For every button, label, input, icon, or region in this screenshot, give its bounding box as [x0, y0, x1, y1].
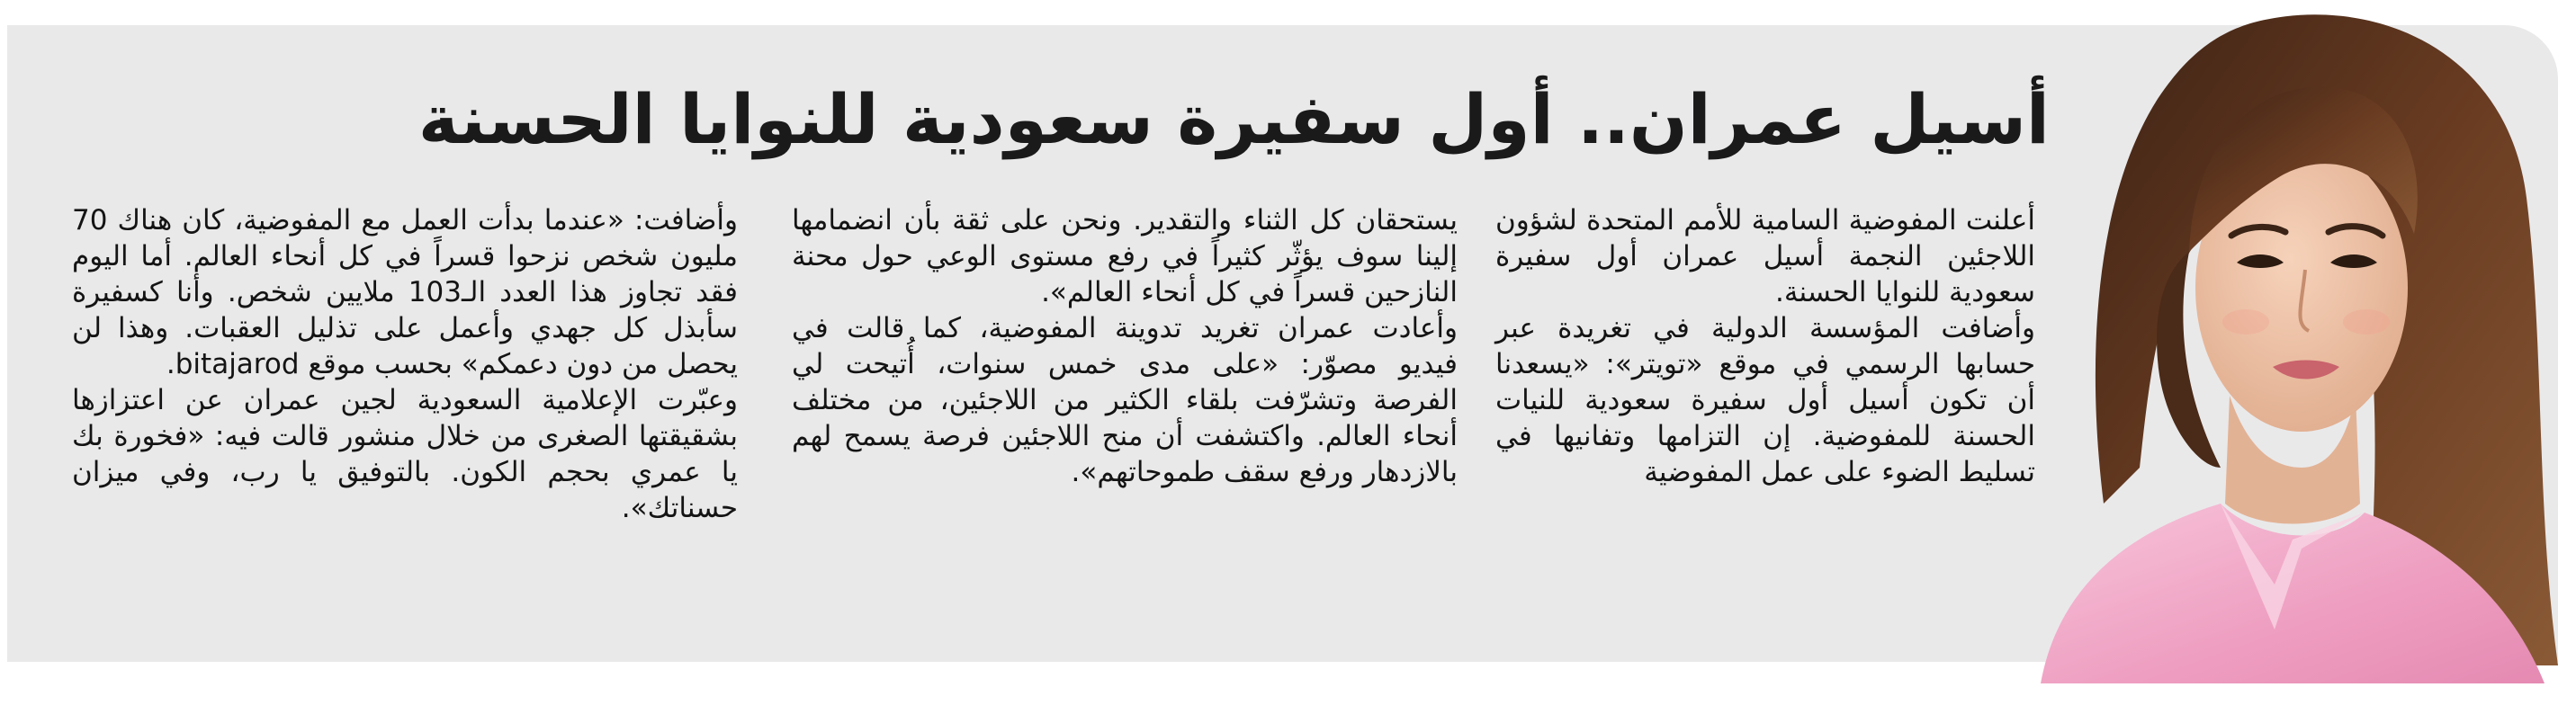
- article-column-1: [1495, 202, 2035, 634]
- column-3-paragraph-1: وأضافت: «عندما بدأت العمل مع المفوضية، كان هناك 70 مليون شخص نزحوا قسراً في كل أنحاء العالم. أما اليوم فقد تجاوز هذا العدد الـ103 ملايين شخص. وأنا كسفيرة سأبذل كل جهدي وأعمل على تذليل العقبات. وهذا لن يحصل من دون دعمكم» بحسب موقع bitajarod.: [72, 204, 738, 380]
- portrait-illustration: [2005, 0, 2576, 683]
- column-2-paragraph-2: وأعادت عمران تغريد تدوينة المفوضية، كما قالت في فيديو مصوّر: «على مدى خمس سنوات، أُتيحت لي الفرصة وتشرّفت بلقاء الكثير من اللاجئين، من مختلف أنحاء العالم. واكتشفت أن منح اللاجئين فرصة يسمح لهم بالازدهار ورفع سقف طموحاتهم».: [792, 312, 1458, 488]
- column-1-paragraph-1: أعلنت المفوضية السامية للأمم المتحدة لشؤون اللاجئين النجمة أسيل عمران أول سفيرة سعودية للنوايا الحسنة.: [1495, 204, 2035, 308]
- column-2-paragraph-1: يستحقان كل الثناء والتقدير. ونحن على ثقة بأن انضمامها إلينا سوف يؤثّر كثيراً في رفع مستوى الوعي حول محنة النازحين قسراً في كل أنحاء العالم».: [792, 204, 1458, 308]
- left-blush: [2222, 309, 2269, 335]
- article-headline: أسيل عمران.. أول سفيرة سعودية للنوايا الحسنة: [417, 79, 2050, 159]
- right-blush: [2343, 309, 2390, 335]
- column-3-paragraph-2: وعبّرت الإعلامية السعودية لجين عمران عن اعتزازها بشقيقتها الصغرى من خلال منشور قالت فيه: «فخورة بك يا عمري بحجم الكون. بالتوفيق يا رب، وفي ميزان حسناتك».: [72, 384, 738, 524]
- column-1-paragraph-2: وأضافت المؤسسة الدولية في تغريدة عبر حسابها الرسمي في موقع «تويتر»: «يسعدنا أن تكون أسيل أول سفيرة سعودية للنيات الحسنة للمفوضية. إن التزامها وتفانيها في تسليط الضوء على عمل المفوضية: [1495, 312, 2035, 488]
- portrait-photo: [2005, 0, 2576, 683]
- article-column-2: [792, 202, 1458, 634]
- article-column-3: [72, 202, 738, 634]
